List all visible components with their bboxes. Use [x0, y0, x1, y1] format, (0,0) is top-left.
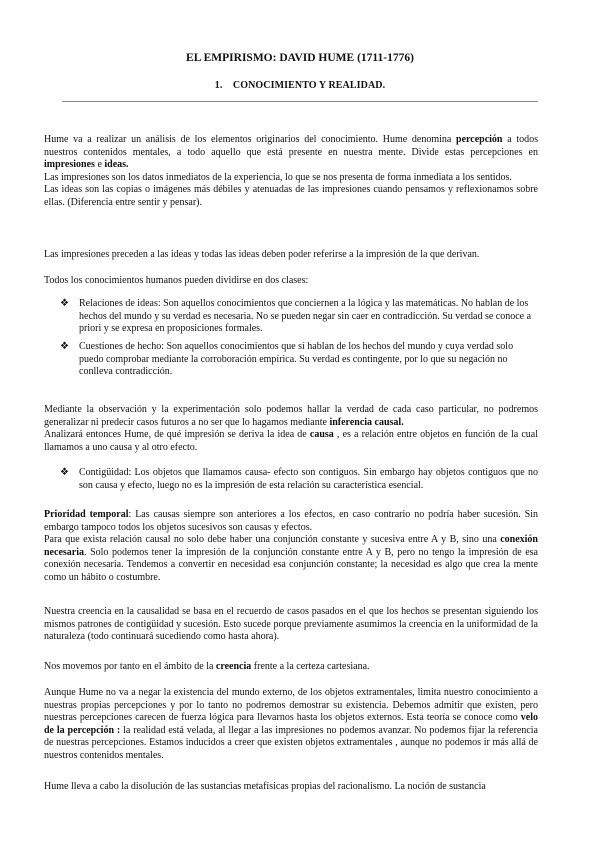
text-run: . Solo podemos tener la impresión de la conjunción constante entre A y B, pero no tengo la impresión de esa conexión necesaria. Tendemos a convertir en necesidad esa conjunción constante; la necesidad es algo que crea la mente como un hábito o costumbre. [44, 546, 538, 583]
heading-divider [62, 101, 538, 102]
paragraph-clases: Todos los conocimientos humanos pueden dividirse en dos clases: [44, 275, 309, 286]
bullet-icon: ❖ [60, 341, 69, 352]
paragraph-percepcion [44, 134, 538, 210]
text-run: la realidad está velada, al llegar a las impresiones no podemos avanzar. No podemos fijar la referencia de nuestras percepciones. Estamos inducidos a creer que existen objetos extramentales , aunque no podemos ir más allá de nuestros contenidos mentales. [44, 724, 539, 761]
paragraph-velo-percepcion [44, 687, 538, 763]
text-run: e [94, 159, 105, 171]
paragraph-sustancia: Hume lleva a cabo la disolución de las sustancias metafísicas propias del racionalismo. La noción de sustancia [44, 781, 486, 792]
text-run: Para que exista relación causal no solo debe haber una conjunción constante y sucesiva entre A y B, sino una [44, 534, 501, 546]
bullet-relaciones-ideas: Relaciones de ideas: Son aquellos conocimientos que conciernen a la lógica y las matemáticas. No hablan de los hechos del mundo y su verdad es necesaria. No se pueden negar sin caer en contradicción. Su verdad se conoce a priori y se expresa en proposiciones formales. [79, 298, 532, 335]
document-title: EL EMPIRISMO: DAVID HUME (1711-1776) [186, 52, 414, 64]
bullet-contiguidad: Contigüidad: Los objetos que llamamos causa- efecto son contiguos. Sin embargo hay objetos contiguos que no son causa y efecto, luego no es la impresión de esta relación su característica esencial. [79, 467, 538, 491]
text-run: : Las causas siempre son anteriores a los efectos, en caso contrario no podría haber sucesión. Sin embargo tampoco todos los objetos sucesivos son causas y efectos. [44, 509, 538, 533]
text-run: Las ideas son las copias o imágenes más débiles y atenuadas de las impresiones cuando pensamos y reflexionamos sobre ellas. (Diferencia entre sentir y pensar). [44, 184, 538, 208]
term-causa: causa [309, 429, 334, 441]
text-run: Analizará entonces Hume, de qué impresión se deriva la idea de [44, 429, 310, 441]
text-run: frente a la certeza cartesiana. [251, 661, 370, 672]
paragraph-creencia-causalidad: Nuestra creencia en la causalidad se basa en el recuerdo de casos pasados en el que los hechos se presentan siguiendo los mismos patrones de contigüidad y sucesión. Esto sucede porque previamente asumimos la creencia en la uniformidad de la naturaleza (todo continuará sucediendo como hasta ahora). [44, 606, 538, 643]
term-creencia: creencia [215, 661, 252, 672]
term-percepcion: percepción [456, 134, 503, 145]
text-run: , es a relación entre objetos en función de la cual llamamos a uno causa y al otro efecto. [44, 429, 538, 453]
section-heading: 1. CONOCIMIENTO Y REALIDAD. [214, 80, 386, 91]
paragraph-prioridad-temporal [44, 509, 538, 585]
text-run: Mediante la observación y la experimentación solo podemos hallar la verdad de cada caso particular, no podremos generalizar ni predecir casos futuros a no ser que lo hagamos mediante [44, 404, 538, 428]
text-run: a todos nuestros contenidos mentales, a todo aquello que está presente en nuestra mente. Divide estas percepciones en [44, 134, 538, 158]
bullet-icon: ❖ [60, 298, 69, 309]
text-run: Nos movemos por tanto en el ámbito de la [44, 661, 216, 672]
term-inferencia-causal: inferencia causal. [329, 416, 404, 428]
term-velo-percepcion: velo de la percepción : [44, 712, 538, 736]
bullet-cuestiones-hecho: Cuestiones de hecho: Son aquellos conocimientos que sí hablan de los hechos del mundo y cuya verdad solo puedo comprobar mediante la corroboración empírica. Su verdad es contingente, por lo que su negación no conlleva contradicción. [79, 341, 514, 378]
term-conexion-necesaria: conexión necesaria [44, 534, 538, 558]
paragraph-inferencia-causal [44, 404, 538, 454]
text-run: Hume va a realizar un análisis de los elementos originarios del conocimiento. Hume denomina [44, 134, 457, 145]
paragraph-impresiones: Las impresiones preceden a las ideas y todas las ideas deben poder referirse a la impresión de la que derivan. [44, 249, 480, 260]
term-ideas: ideas. [104, 159, 129, 171]
text-run: Las impresiones son los datos inmediatos de la experiencia, lo que se nos presenta de forma inmediata a los sentidos. [44, 171, 512, 183]
paragraph-creencia [44, 661, 538, 674]
term-impresiones: impresiones [44, 159, 95, 171]
term-prioridad-temporal: Prioridad temporal [44, 509, 129, 520]
bullet-icon: ❖ [60, 467, 69, 478]
text-run: Aunque Hume no va a negar la existencia del mundo externo, de los objetos extramentales, limita nuestro conocimiento a nuestras propias percepciones y por lo tanto no podremos demostrar su existencia. Debemos admitir que existen, pero nuestras percepciones carecen de fuerza lógica para llevarnos hasta los objetos externos. Esta teoría se conoce como [44, 687, 538, 724]
